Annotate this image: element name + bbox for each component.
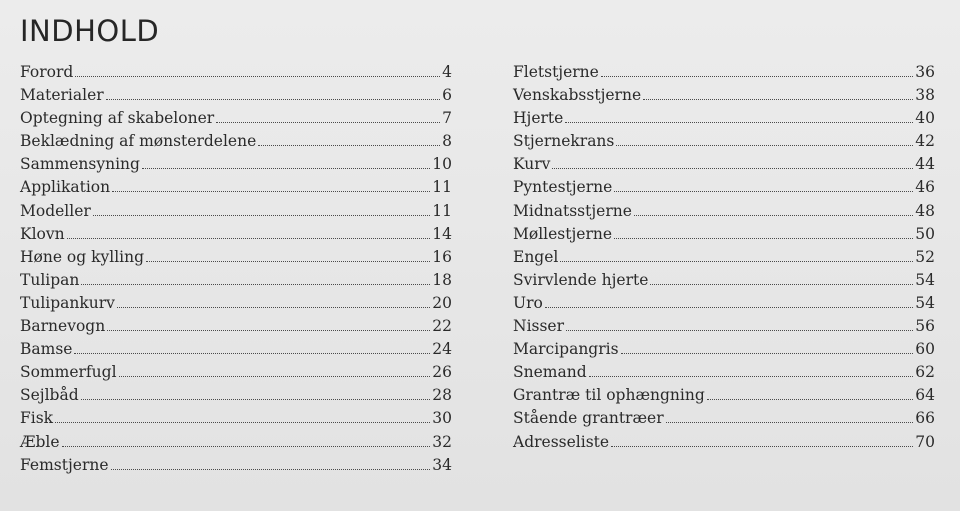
toc-entry-page-number: 50	[915, 224, 935, 243]
toc-column-right	[513, 61, 935, 454]
toc-entry-page-number: 38	[915, 86, 935, 105]
toc-entry	[20, 246, 452, 269]
toc-entry	[513, 176, 935, 199]
toc-entry	[20, 384, 452, 407]
toc-entry-page-number: 20	[432, 293, 452, 312]
toc-entry-page-number: 14	[432, 224, 452, 243]
toc-entry	[513, 107, 935, 130]
dot-leader	[142, 168, 430, 169]
toc-entry-title: Uro	[513, 293, 543, 312]
toc-entry-title: Fletstjerne	[513, 63, 599, 81]
toc-entry	[20, 454, 452, 477]
toc-entry-title: Kurv	[513, 155, 551, 174]
toc-entry-page-number: 60	[915, 340, 935, 359]
toc-entry-page-number: 46	[915, 178, 935, 197]
toc-entry-title: Pyntestjerne	[513, 178, 613, 197]
dot-leader	[117, 307, 430, 308]
toc-entry	[513, 361, 935, 384]
dot-leader	[112, 191, 430, 192]
dot-leader	[552, 168, 913, 169]
toc-entry-title: Tulipankurv	[20, 293, 115, 312]
toc-entry	[20, 61, 452, 84]
toc-entry-title: Bamse	[20, 340, 73, 359]
toc-entry-title: Fisk	[20, 409, 54, 428]
dot-leader	[55, 422, 430, 423]
toc-entry-title: Grantræ til ophængning	[513, 386, 705, 405]
toc-entry-page-number: 18	[432, 270, 452, 289]
toc-entry	[513, 200, 935, 223]
toc-entry	[20, 153, 452, 176]
toc-entry-page-number: 44	[915, 155, 935, 174]
dot-leader	[81, 284, 430, 285]
dot-leader	[93, 215, 430, 216]
toc-entry	[513, 246, 935, 269]
toc-entry	[513, 269, 935, 292]
toc-entry	[20, 407, 452, 430]
toc-entry-page-number: 34	[432, 455, 452, 474]
toc-entry-title: Beklædning af mønsterdelene	[20, 132, 257, 151]
toc-entry	[513, 384, 935, 407]
toc-entry-title: Hjerte	[513, 109, 564, 128]
toc-entry	[20, 361, 452, 384]
dot-leader	[106, 99, 440, 100]
toc-entry-page-number: 7	[442, 109, 452, 128]
toc-entry-title: Materialer	[20, 86, 104, 105]
toc-entry	[513, 61, 935, 84]
toc-entry	[513, 407, 935, 430]
toc-entry-page-number: 70	[915, 432, 935, 451]
dot-leader	[119, 376, 431, 377]
toc-entry-page-number: 8	[442, 132, 452, 151]
toc-entry-title: Stående grantræer	[513, 409, 664, 428]
dot-leader	[258, 145, 440, 146]
toc-entry	[513, 223, 935, 246]
dot-leader	[614, 191, 913, 192]
toc-entry	[513, 84, 935, 107]
toc-entry-title: Forord	[20, 63, 74, 81]
toc-entry	[20, 84, 452, 107]
toc-entry-page-number: 4	[442, 63, 452, 81]
dot-leader	[707, 399, 913, 400]
toc-entry-title: Modeller	[20, 201, 91, 220]
toc-entry-title: Klovn	[20, 224, 65, 243]
page-title: INDHOLD	[20, 14, 160, 48]
toc-entry-title: Nisser	[513, 317, 565, 336]
toc-entry-page-number: 22	[432, 317, 452, 336]
dot-leader	[107, 330, 430, 331]
dot-leader	[616, 145, 913, 146]
dot-leader	[601, 76, 913, 77]
toc-column-left	[20, 61, 452, 477]
dot-leader	[589, 376, 914, 377]
toc-entry-title: Femstjerne	[20, 455, 109, 474]
toc-entry-title: Snemand	[513, 363, 587, 382]
dot-leader	[81, 399, 431, 400]
dot-leader	[560, 261, 913, 262]
dot-leader	[650, 284, 913, 285]
toc-entry	[513, 338, 935, 361]
toc-entry	[20, 223, 452, 246]
toc-entry	[20, 338, 452, 361]
toc-entry-title: Engel	[513, 247, 559, 266]
toc-entry-title: Venskabsstjerne	[513, 86, 642, 105]
toc-entry-page-number: 24	[432, 340, 452, 359]
dot-leader	[216, 122, 440, 123]
toc-entry-title: Sammensyning	[20, 155, 140, 174]
dot-leader	[611, 446, 913, 447]
dot-leader	[621, 353, 914, 354]
toc-entry-page-number: 11	[432, 178, 452, 197]
toc-entry-page-number: 10	[432, 155, 452, 174]
toc-entry-page-number: 64	[915, 386, 935, 405]
toc-entry-page-number: 28	[432, 386, 452, 405]
toc-entry	[20, 130, 452, 153]
toc-entry	[513, 153, 935, 176]
toc-entry-page-number: 56	[915, 317, 935, 336]
toc-entry-page-number: 54	[915, 293, 935, 312]
toc-entry	[20, 431, 452, 454]
toc-entry-title: Høne og kylling	[20, 247, 145, 266]
toc-entry-title: Møllestjerne	[513, 224, 613, 243]
toc-entry	[513, 292, 935, 315]
toc-entry-title: Æble	[20, 432, 60, 451]
toc-entry-page-number: 6	[442, 86, 452, 105]
toc-entry-page-number: 30	[432, 409, 452, 428]
toc-entry	[513, 130, 935, 153]
toc-entry-title: Optegning af skabeloner	[20, 109, 215, 128]
toc-entry	[513, 431, 935, 454]
toc-entry-page-number: 62	[915, 363, 935, 382]
dot-leader	[565, 122, 913, 123]
dot-leader	[62, 446, 431, 447]
dot-leader	[67, 238, 431, 239]
toc-entry	[20, 315, 452, 338]
toc-entry-page-number: 48	[915, 201, 935, 220]
toc-entry	[20, 269, 452, 292]
toc-entry-title: Stjernekrans	[513, 132, 615, 151]
toc-entry-title: Tulipan	[20, 270, 80, 289]
dot-leader	[545, 307, 913, 308]
toc-entry	[20, 200, 452, 223]
dot-leader	[643, 99, 913, 100]
toc-entry	[20, 176, 452, 199]
toc-entry-title: Barnevogn	[20, 317, 106, 336]
toc-entry-page-number: 66	[915, 409, 935, 428]
toc-entry-title: Applikation	[20, 178, 111, 197]
dot-leader	[75, 76, 440, 77]
toc-entry-title: Adresseliste	[513, 432, 610, 451]
toc-entry-page-number: 26	[432, 363, 452, 382]
dot-leader	[666, 422, 914, 423]
toc-entry-page-number: 16	[432, 247, 452, 266]
toc-entry-title: Sejlbåd	[20, 386, 79, 405]
toc-entry-page-number: 36	[915, 63, 935, 81]
toc-entry	[513, 315, 935, 338]
toc-entry-title: Sommerfugl	[20, 363, 117, 382]
dot-leader	[146, 261, 430, 262]
toc-entry-page-number: 52	[915, 247, 935, 266]
toc-entry-page-number: 40	[915, 109, 935, 128]
toc-entry	[20, 292, 452, 315]
dot-leader	[74, 353, 430, 354]
dot-leader	[634, 215, 913, 216]
toc-entry-page-number: 32	[432, 432, 452, 451]
toc-entry-page-number: 42	[915, 132, 935, 151]
toc-entry-title: Midnatsstjerne	[513, 201, 632, 220]
toc-entry-page-number: 11	[432, 201, 452, 220]
toc-entry-title: Svirvlende hjerte	[513, 270, 649, 289]
toc-entry-page-number: 54	[915, 270, 935, 289]
dot-leader	[614, 238, 913, 239]
toc-entry-title: Marcipangris	[513, 340, 619, 359]
toc-entry	[20, 107, 452, 130]
dot-leader	[566, 330, 913, 331]
dot-leader	[111, 469, 431, 470]
